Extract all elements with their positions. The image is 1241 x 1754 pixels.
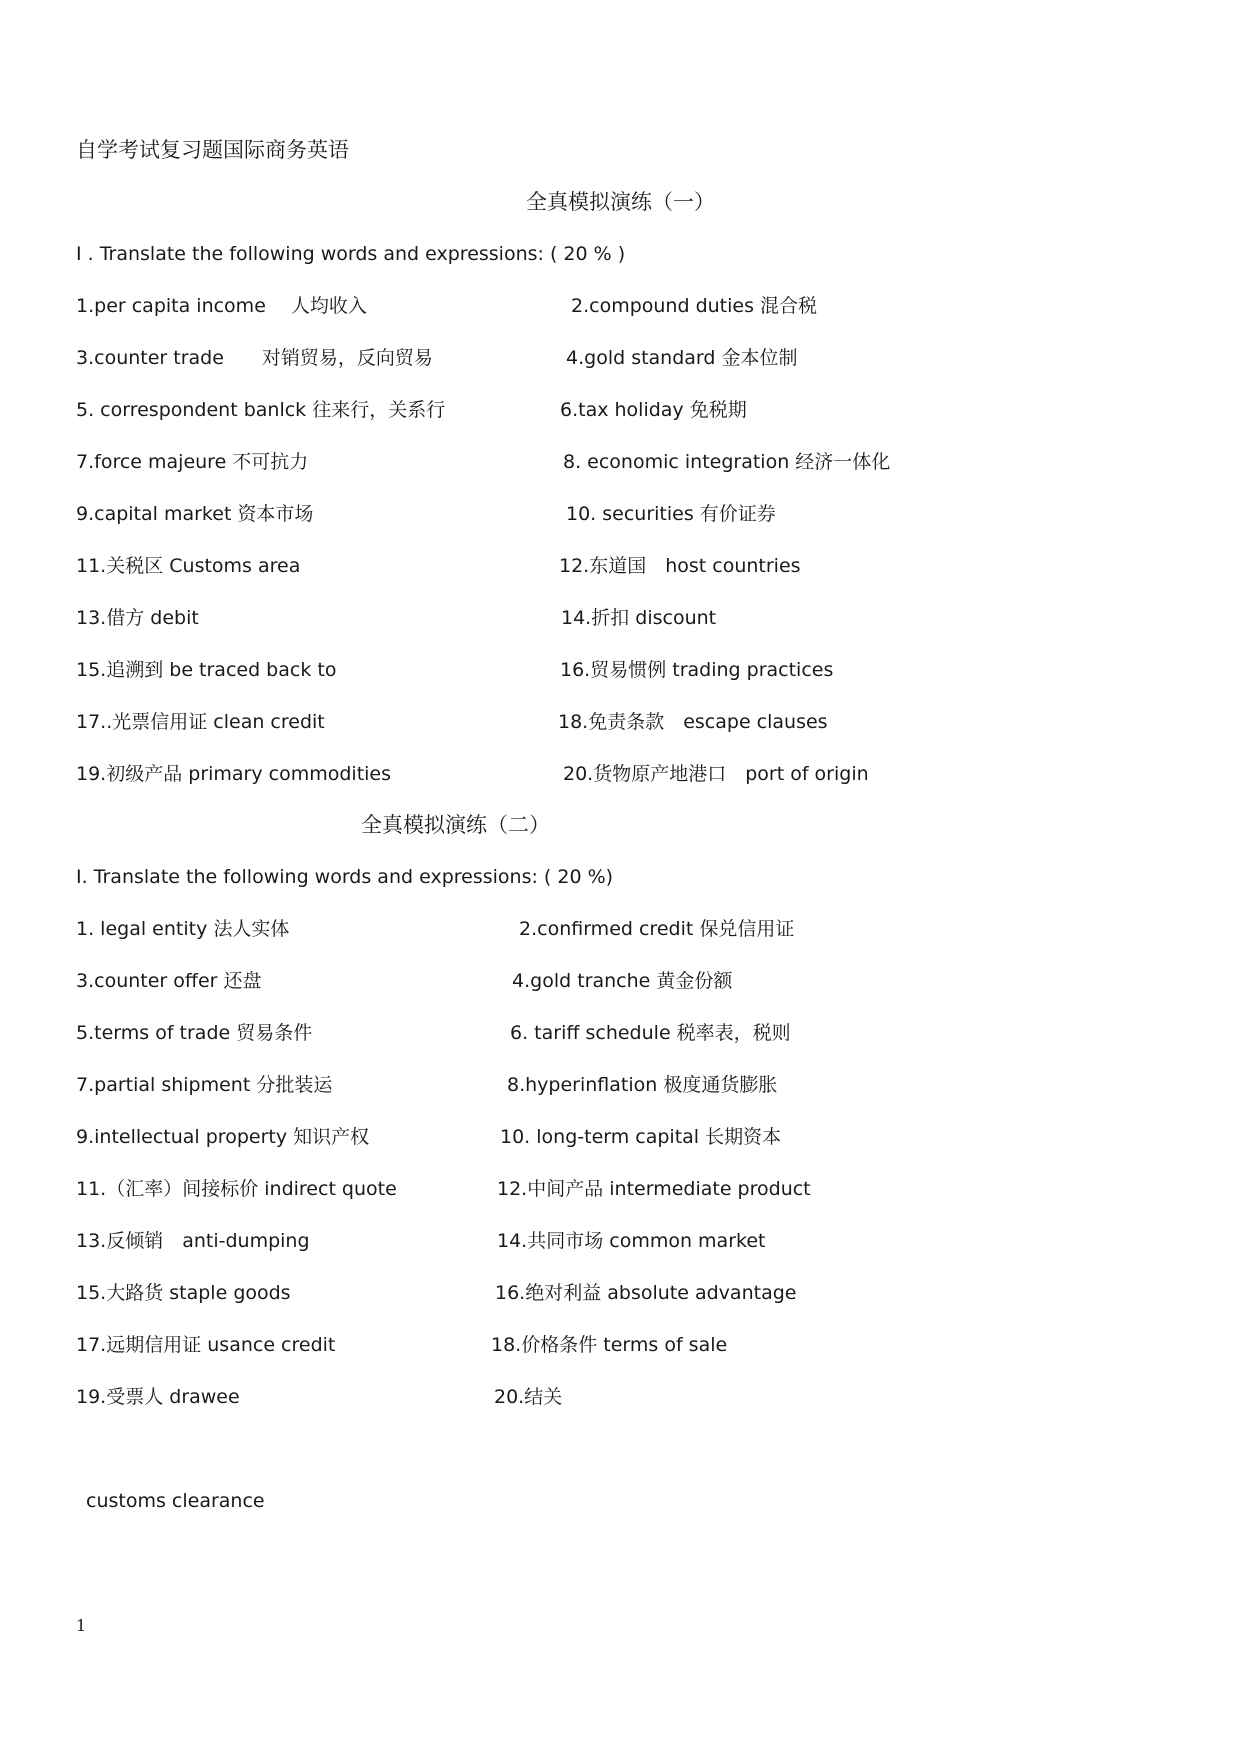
section-1-item-10: 10. securities 有价证券 <box>566 503 776 525</box>
section-1-item-9: 9.capital market 资本市场 <box>76 503 314 525</box>
section-2-item-7: 7.partial shipment 分批装运 <box>76 1074 333 1096</box>
section-2-item-19: 19.受票人 drawee <box>76 1386 240 1408</box>
section-1-item-1: 1.per capita income 人均收入 <box>76 295 367 317</box>
section-1-title: 全真模拟演练（一） <box>526 190 715 214</box>
section-1-item-19: 19.初级产品 primary commodities <box>76 763 392 785</box>
section-1-item-11: 11.关税区 Customs area <box>76 555 301 577</box>
section-1-item-5: 5. correspondent banlck 往来行，关系行 <box>76 399 446 421</box>
section-1-item-18: 18.免责条款 escape clauses <box>558 711 828 733</box>
section-2-instruction: I. Translate the following words and expressions: ( 20 %) <box>76 866 614 888</box>
section-1-item-14: 14.折扣 discount <box>561 607 717 629</box>
section-2-title: 全真模拟演练（二） <box>361 813 550 837</box>
section-1-item-8: 8. economic integration 经济一体化 <box>563 451 891 473</box>
section-2-item-9: 9.intellectual property 知识产权 <box>76 1126 370 1148</box>
section-2-item-11: 11.（汇率）间接标价 indirect quote <box>76 1178 397 1200</box>
section-2-item-4: 4.gold tranche 黄金份额 <box>512 970 733 992</box>
section-1-item-17: 17..光票信用证 clean credit <box>76 711 325 733</box>
section-2-item-3: 3.counter offer 还盘 <box>76 970 262 992</box>
section-1-item-7: 7.force majeure 不可抗力 <box>76 451 309 473</box>
section-2-item-20: 20.结关 <box>494 1386 563 1408</box>
page-number: 1 <box>76 1616 87 1635</box>
section-2-item-18: 18.价格条件 terms of sale <box>491 1334 728 1356</box>
section-1-instruction: I . Translate the following words and expressions: ( 20 % ) <box>76 243 626 265</box>
section-1-item-6: 6.tax holiday 免税期 <box>560 399 747 421</box>
section-2-item-12: 12.中间产品 intermediate product <box>497 1178 811 1200</box>
section-2-item-17: 17.远期信用证 usance credit <box>76 1334 336 1356</box>
section-2-item-5: 5.terms of trade 贸易条件 <box>76 1022 313 1044</box>
section-1-item-12: 12.东道国 host countries <box>559 555 801 577</box>
section-2-item-1: 1. legal entity 法人实体 <box>76 918 290 940</box>
section-1-item-3: 3.counter trade 对销贸易，反向贸易 <box>76 347 433 369</box>
section-1-item-13: 13.借方 debit <box>76 607 199 629</box>
section-2-item-16: 16.绝对利益 absolute advantage <box>495 1282 797 1304</box>
document-heading: 自学考试复习题国际商务英语 <box>76 138 349 162</box>
section-1-item-20: 20.货物原产地港口 port of origin <box>563 763 869 785</box>
section-2-item-14: 14.共同市场 common market <box>497 1230 766 1252</box>
section-1-item-16: 16.贸易惯例 trading practices <box>560 659 834 681</box>
section-2-item-2: 2.confirmed credit 保兑信用证 <box>519 918 795 940</box>
section-1-item-4: 4.gold standard 金本位制 <box>566 347 798 369</box>
section-1-item-15: 15.追溯到 be traced back to <box>76 659 337 681</box>
section-2-item-8: 8.hyperinflation 极度通货膨胀 <box>507 1074 778 1096</box>
section-2-item-13: 13.反倾销 anti-dumping <box>76 1230 310 1252</box>
section-2-item-15: 15.大路货 staple goods <box>76 1282 291 1304</box>
section-2-trailing-text: customs clearance <box>86 1490 265 1512</box>
section-1-item-2: 2.compound duties 混合税 <box>571 295 818 317</box>
section-2-item-10: 10. long-term capital 长期资本 <box>500 1126 782 1148</box>
section-2-item-6: 6. tariff schedule 税率表，税则 <box>510 1022 791 1044</box>
